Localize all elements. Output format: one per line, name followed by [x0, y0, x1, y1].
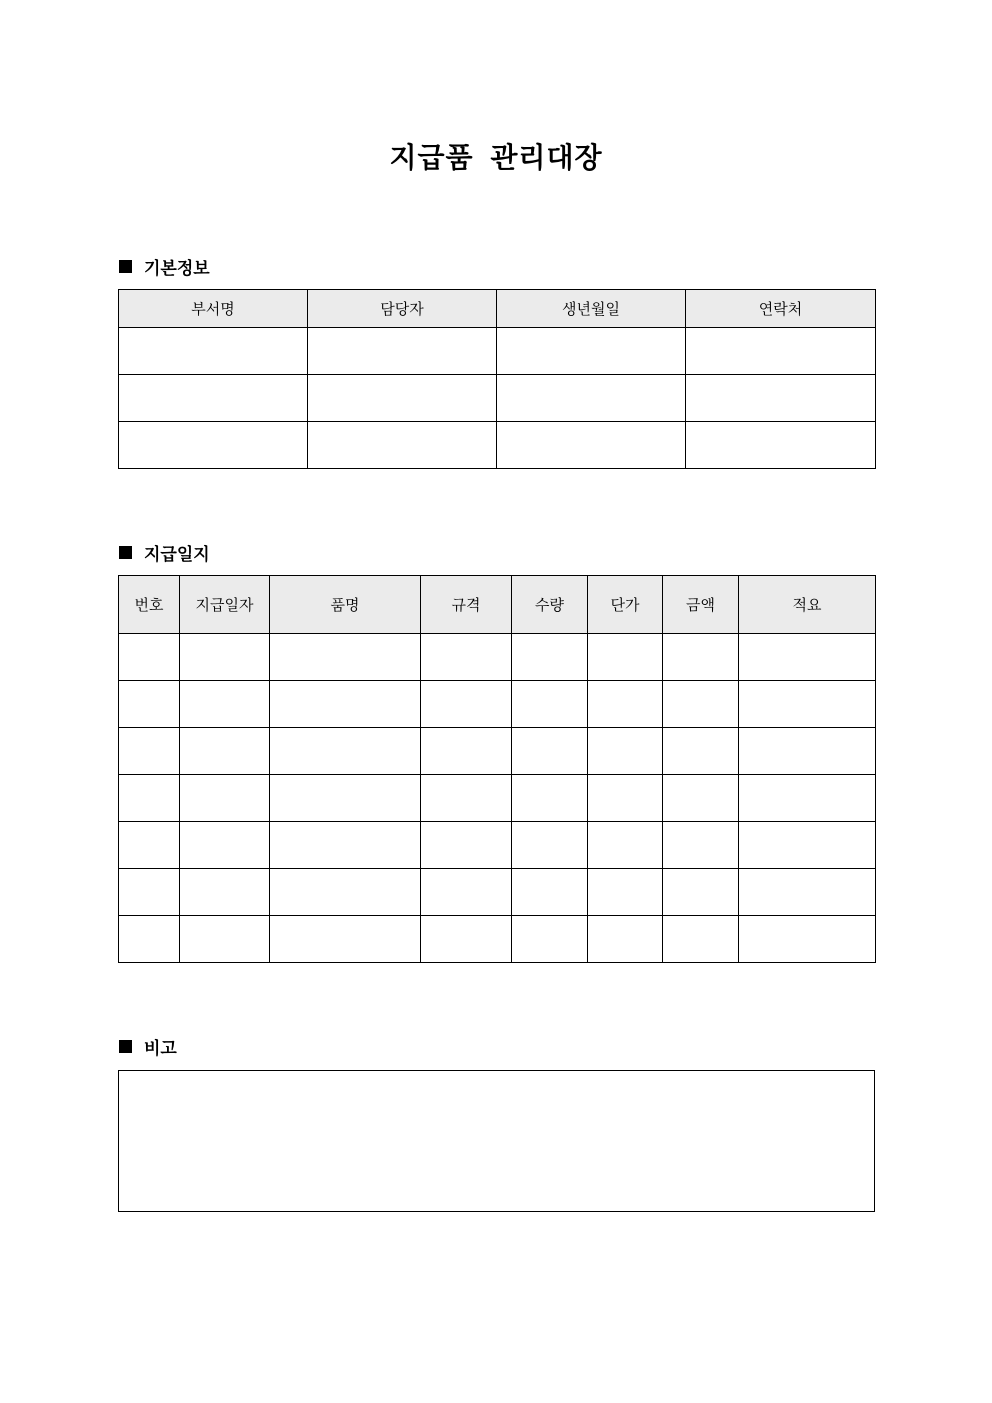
table-cell[interactable]: [663, 634, 739, 681]
table-cell[interactable]: [663, 869, 739, 916]
table-cell[interactable]: [119, 681, 180, 728]
square-bullet-icon: [119, 260, 132, 273]
table-cell[interactable]: [663, 681, 739, 728]
table-row: [119, 728, 876, 775]
column-header-birthdate: 생년월일: [497, 290, 686, 328]
supply-log-heading: [119, 540, 210, 565]
table-cell[interactable]: [270, 634, 421, 681]
table-cell[interactable]: [512, 822, 588, 869]
remarks-box[interactable]: [118, 1070, 875, 1212]
document-title: 지급품 관리대장: [389, 141, 603, 174]
column-header-note: 적요: [739, 576, 876, 634]
table-row: [119, 375, 876, 422]
column-header-supply-date: 지급일자: [180, 576, 270, 634]
table-row: [119, 916, 876, 963]
supply-log-heading-label: 지급일지: [144, 545, 210, 565]
table-cell[interactable]: [739, 775, 876, 822]
table-cell[interactable]: [119, 422, 308, 469]
table-cell[interactable]: [686, 328, 876, 375]
table-cell[interactable]: [119, 375, 308, 422]
table-row: [119, 328, 876, 375]
table-cell[interactable]: [588, 634, 663, 681]
remarks-heading: [119, 1034, 177, 1059]
table-cell[interactable]: [512, 681, 588, 728]
table-cell[interactable]: [119, 775, 180, 822]
table-cell[interactable]: [180, 728, 270, 775]
table-cell[interactable]: [686, 422, 876, 469]
table-cell[interactable]: [421, 822, 512, 869]
column-header-department: 부서명: [119, 290, 308, 328]
column-header-number: 번호: [119, 576, 180, 634]
table-cell[interactable]: [686, 375, 876, 422]
column-header-quantity: 수량: [512, 576, 588, 634]
table-cell[interactable]: [270, 681, 421, 728]
table-cell[interactable]: [663, 916, 739, 963]
table-cell[interactable]: [739, 681, 876, 728]
table-row: [119, 869, 876, 916]
basic-info-table: [118, 289, 876, 469]
table-row: [119, 681, 876, 728]
table-cell[interactable]: [739, 869, 876, 916]
table-cell[interactable]: [270, 916, 421, 963]
table-row: [119, 822, 876, 869]
column-header-contact: 연락처: [686, 290, 876, 328]
table-cell[interactable]: [512, 728, 588, 775]
table-cell[interactable]: [512, 634, 588, 681]
table-cell[interactable]: [512, 916, 588, 963]
table-cell[interactable]: [119, 916, 180, 963]
basic-info-heading: [119, 254, 210, 279]
table-cell[interactable]: [180, 916, 270, 963]
table-cell[interactable]: [739, 728, 876, 775]
table-cell[interactable]: [308, 422, 497, 469]
table-cell[interactable]: [180, 822, 270, 869]
table-cell[interactable]: [588, 916, 663, 963]
table-cell[interactable]: [588, 681, 663, 728]
table-cell[interactable]: [421, 634, 512, 681]
column-header-manager: 담당자: [308, 290, 497, 328]
table-cell[interactable]: [119, 634, 180, 681]
table-cell[interactable]: [588, 775, 663, 822]
table-cell[interactable]: [421, 728, 512, 775]
table-cell[interactable]: [270, 822, 421, 869]
table-cell[interactable]: [270, 869, 421, 916]
table-cell[interactable]: [421, 916, 512, 963]
table-cell[interactable]: [180, 634, 270, 681]
column-header-item-name: 품명: [270, 576, 421, 634]
table-cell[interactable]: [663, 822, 739, 869]
table-cell[interactable]: [497, 422, 686, 469]
square-bullet-icon: [119, 1040, 132, 1053]
table-row: [119, 775, 876, 822]
table-cell[interactable]: [497, 375, 686, 422]
column-header-spec: 규격: [421, 576, 512, 634]
column-header-unit-price: 단가: [588, 576, 663, 634]
table-cell[interactable]: [512, 869, 588, 916]
remarks-heading-label: 비고: [144, 1039, 177, 1059]
table-cell[interactable]: [119, 328, 308, 375]
table-cell[interactable]: [308, 328, 497, 375]
table-cell[interactable]: [588, 869, 663, 916]
supply-log-table: [118, 575, 876, 963]
table-cell[interactable]: [421, 775, 512, 822]
table-cell[interactable]: [739, 822, 876, 869]
table-cell[interactable]: [588, 728, 663, 775]
table-cell[interactable]: [180, 681, 270, 728]
table-cell[interactable]: [497, 328, 686, 375]
table-cell[interactable]: [270, 775, 421, 822]
table-cell[interactable]: [308, 375, 497, 422]
basic-info-heading-label: 기본정보: [144, 259, 210, 279]
table-row: [119, 634, 876, 681]
table-cell[interactable]: [421, 869, 512, 916]
table-cell[interactable]: [421, 681, 512, 728]
column-header-amount: 금액: [663, 576, 739, 634]
table-cell[interactable]: [739, 916, 876, 963]
table-cell[interactable]: [180, 775, 270, 822]
table-cell[interactable]: [119, 869, 180, 916]
table-cell[interactable]: [119, 822, 180, 869]
table-cell[interactable]: [739, 634, 876, 681]
table-cell[interactable]: [180, 869, 270, 916]
table-cell[interactable]: [512, 775, 588, 822]
table-cell[interactable]: [119, 728, 180, 775]
table-cell[interactable]: [270, 728, 421, 775]
square-bullet-icon: [119, 546, 132, 559]
table-cell[interactable]: [588, 822, 663, 869]
table-cell[interactable]: [663, 728, 739, 775]
table-cell[interactable]: [663, 775, 739, 822]
table-row: [119, 422, 876, 469]
